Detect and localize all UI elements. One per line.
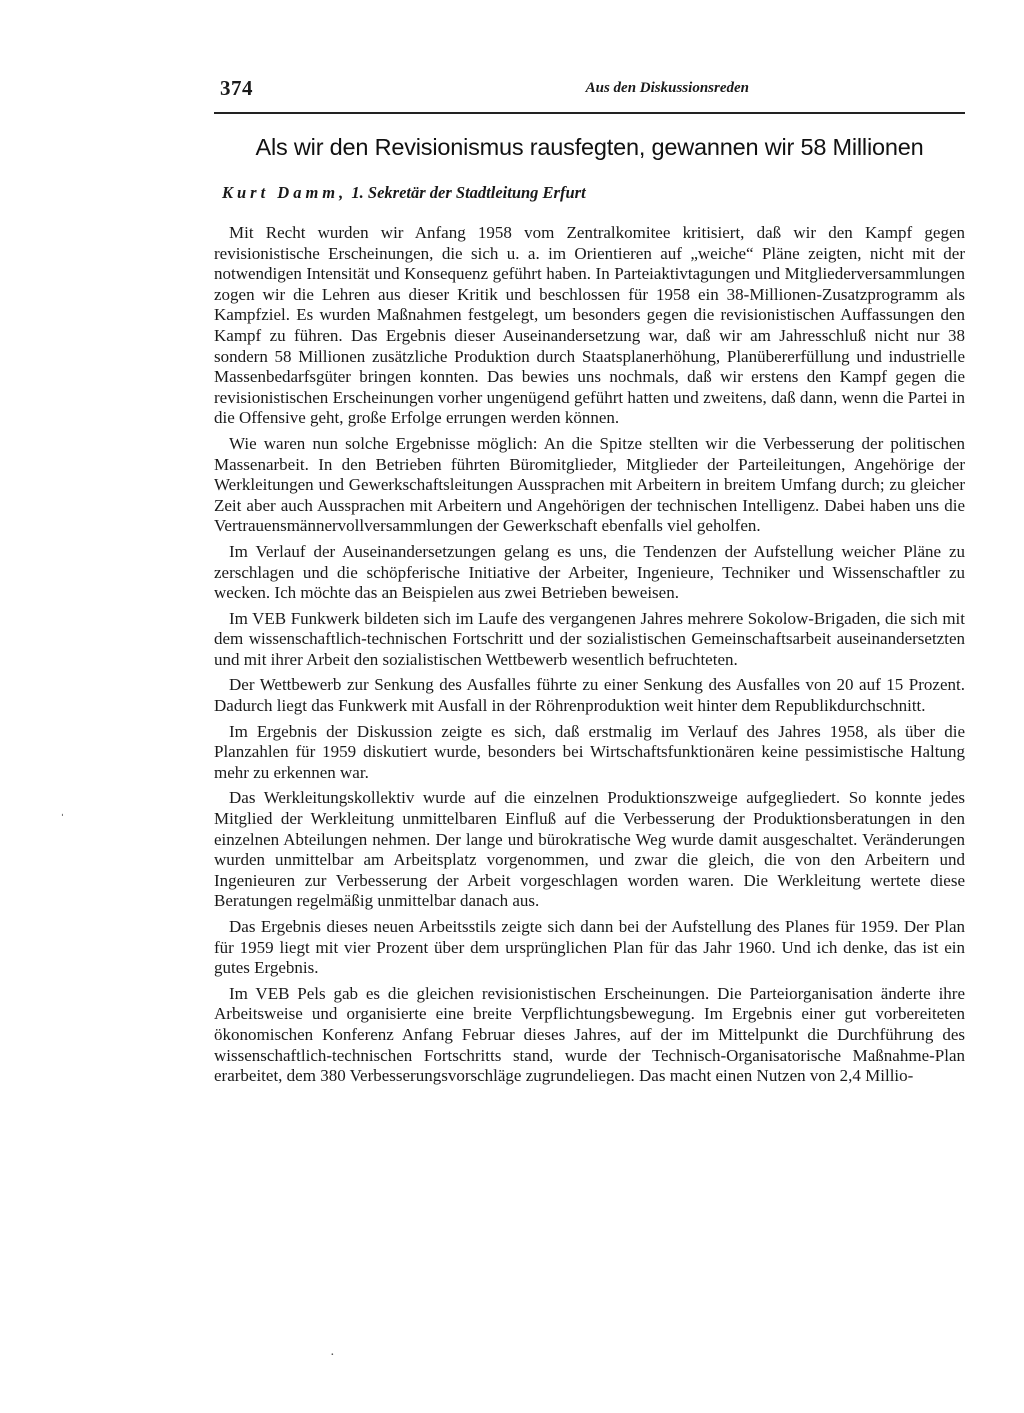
ink-speck: · (330, 1348, 335, 1363)
speaker-line (222, 183, 962, 203)
running-head: Aus den Diskussionsreden (585, 80, 749, 96)
margin-speck: ˌ (60, 802, 65, 817)
paragraph: Das Werkleitungskollektiv wurde auf die einzelnen Produktionszweige aufgegliedert. So konnte jedes Mitglied der Werkleitung unmittelbaren Einfluß auf die Verbesserung der Produktionsberatungen in den einzelnen Abteilungen nehmen. Der lange und bürokratische Weg wurde damit ausgeschaltet. Veränderungen wurden unmittelbar am Arbeitsplatz vorgenommen, und zwar die gleich, die von den Arbeitern und Ingenieuren zur Verbesserung der Arbeit vorgeschlagen worden waren. Die Werkleitung wertete diese Beratungen regelmäßig unmittelbar danach aus. (214, 788, 965, 911)
page-header (214, 76, 964, 110)
paragraph: Im VEB Pels gab es die gleichen revisionistischen Erscheinungen. Die Parteiorganisation änderte ihre Arbeitsweise und organisierte eine breite Verpflichtungsbewegung. Im Ergebnis einer gut vorbereiteten ökonomischen Konferenz Anfang Februar dieses Jahres, auf der im Mittelpunkt die Durchführung des wissenschaftlich-technischen Fortschritts stand, wurde der Technisch-Organisatorische Maßnahme-Plan erarbeitet, dem 380 Verbesserungsvorschläge zugrundeliegen. Das macht einen Nutzen von 2,4 Millio- (214, 983, 965, 1086)
article-title: Als wir den Revisionismus rausfegten, gewannen wir 58 Millionen (255, 134, 924, 160)
article-body (214, 223, 965, 1092)
paragraph: Mit Recht wurden wir Anfang 1958 vom Zentralkomitee kritisiert, daß wir den Kampf gegen revisionistische Erscheinungen, die sich u. a. im Orientieren auf „weiche“ Pläne zeigten, nicht mit der notwendigen Intensität und Konsequenz geführt haben. In Parteiaktivtagungen und Mitgliederversammlungen zogen wir die Lehren aus dieser Kritik und beschlossen für 1958 ein 38-Millionen-Zusatzprogramm als Kampfziel. Es wurden Maßnahmen festgelegt, um besonders gegen die revisionistischen Auffassungen den Kampf zu führen. Das Ergebnis dieser Auseinandersetzung war, daß wir am Jahresschluß nicht nur 38 sondern 58 Millionen zusätzliche Produktion durch Staatsplanerhöhung, Planübererfüllung und industrielle Massenbedarfsgüter bringen konnten. Das bewies uns nochmals, daß wir erstens den Kampf gegen die revisionistischen Erscheinungen vorher ungenügend geführt hatten und zweitens, daß dann, wenn die Partei in die Offensive geht, große Erfolge errungen werden können. (214, 223, 965, 428)
speaker-role: 1. Sekretär der Stadtleitung Erfurt (351, 183, 586, 202)
paragraph: Im VEB Funkwerk bildeten sich im Laufe des vergangenen Jahres mehrere Sokolow-Brigaden, die sich mit dem wissenschaftlich-technischen Fortschritt und der sozialistischen Gemeinschaftsarbeit auseinandersetzten und mit ihrer Arbeit den sozialistischen Wettbewerb wesentlich befruchteten. (214, 608, 965, 669)
paragraph: Im Verlauf der Auseinandersetzungen gelang es uns, die Tendenzen der Aufstellung weicher Pläne zu zerschlagen und die schöpferische Initiative der Arbeiter, Ingenieure, Techniker und Wissenschaftler zu wecken. Ich möchte das an Beispielen aus zwei Betrieben beweisen. (214, 541, 965, 603)
paragraph: Der Wettbewerb zur Senkung des Ausfalles führte zu einer Senkung des Ausfalles von 20 auf 15 Prozent. Dadurch liegt das Funkwerk mit Ausfall in der Röhrenproduktion weit hinter dem Republikdurchschnitt. (214, 675, 965, 716)
page-number: 374 (220, 76, 253, 100)
speaker-name: Kurt Damm, (222, 183, 348, 202)
header-rule (214, 112, 965, 114)
paragraph: Im Ergebnis der Diskussion zeigte es sich, daß erstmalig im Verlauf des Jahres 1958, als über die Planzahlen für 1959 diskutiert wurde, besonders bei Wirtschaftsfunktionären keine pessimistische Haltung mehr zu erkennen war. (214, 721, 965, 782)
paragraph: Wie waren nun solche Ergebnisse möglich: An die Spitze stellten wir die Verbesserung der politischen Massenarbeit. In den Betrieben führten Büromitglieder, Mitglieder der Parteileitungen, Angehörige der Werkleitungen und Gewerkschaftsleitungen Aussprachen mit Arbeitern in breitem Umfang durch; zu gleicher Zeit aber auch Aussprachen mit Arbeitern und Angehörigen der technischen Intelligenz. Dabei haben uns die Vertrauensmännervollversammlungen der Gewerkschaft ebenfalls viel geholfen. (214, 433, 965, 536)
paragraph: Das Ergebnis dieses neuen Arbeitsstils zeigte sich dann bei der Aufstellung des Planes für 1959. Der Plan für 1959 liegt mit vier Prozent über dem ursprünglichen Plan für das Jahr 1960. Und ich denke, das ist ein gutes Ergebnis. (214, 917, 965, 978)
